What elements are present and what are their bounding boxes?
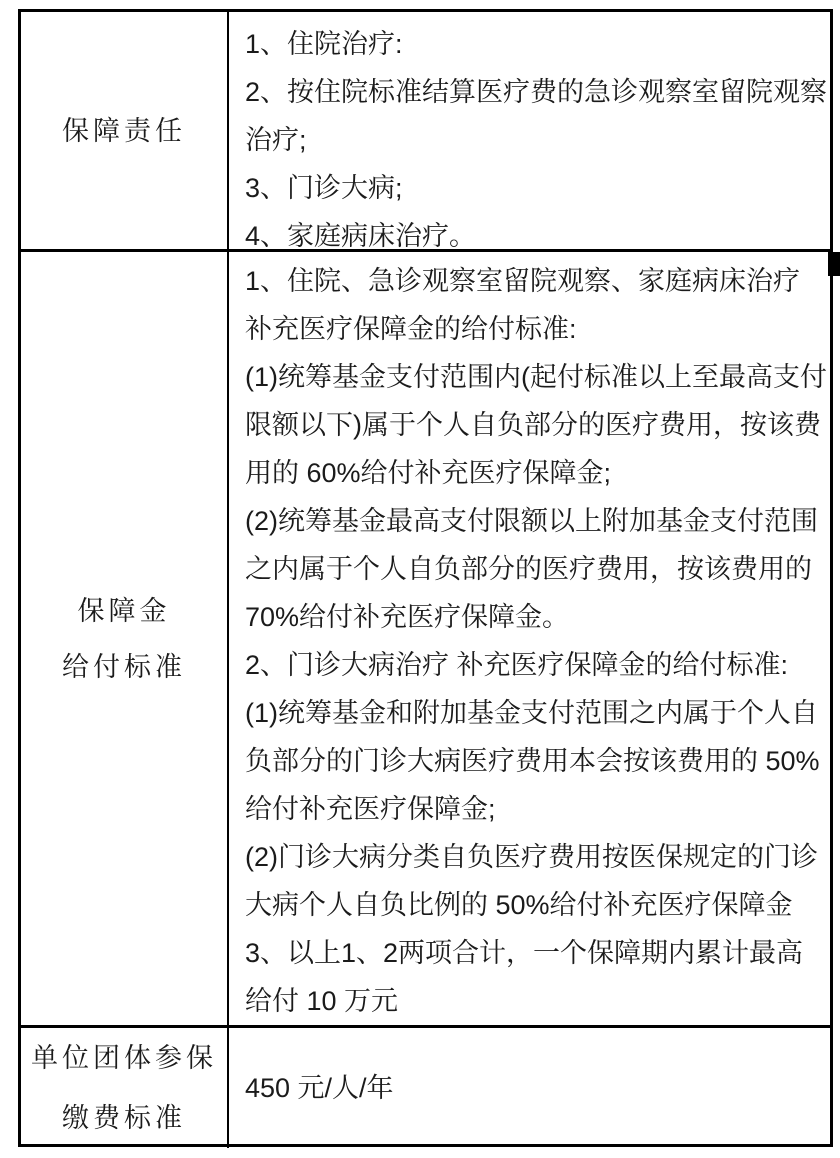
- table-row-group-premium: [21, 1028, 830, 1148]
- scan-artifact-mark: [828, 252, 840, 276]
- premium-value: 450 元/人/年: [245, 1073, 394, 1103]
- standard-item-2-sub-1: (1)统筹基金和附加基金支付范围之内属于个人自负部分的门诊大病医疗费用本会按该费用的 50%给付补充医疗保障金;: [245, 698, 820, 824]
- row-header-text-line-2: 缴费标准: [62, 1103, 186, 1133]
- row-header-cell-group-premium: [21, 1028, 229, 1148]
- table-row-coverage-liability: [21, 12, 830, 252]
- standard-item-1-sub-2: (2)统筹基金最高支付限额以上附加基金支付范围之内属于个人自负部分的医疗费用，按该费用的 70%给付补充医疗保障金。: [245, 506, 818, 632]
- coverage-item-3: 3、门诊大病;: [245, 173, 403, 203]
- coverage-item-1: 1、住院治疗:: [245, 29, 403, 59]
- standard-item-1-sub-1: (1)统筹基金支付范围内(起付标准以上至最高支付限额以下)属于个人自负部分的医疗费用，按该费用的 60%给付补充医疗保障金;: [245, 362, 827, 488]
- table-row-payment-standard: [21, 252, 830, 1028]
- standard-item-2-sub-2: (2)门诊大病分类自负医疗费用按医保规定的门诊大病个人自负比例的 50%给付补充医疗保障金: [245, 842, 818, 920]
- insurance-benefits-table: [18, 9, 833, 1147]
- row-header-text-line-2: 给付标准: [62, 651, 186, 682]
- row-header-cell-coverage: [21, 12, 229, 249]
- coverage-item-4: 4、家庭病床治疗。: [245, 221, 477, 249]
- row-header-text-line-1: 单位团体参保: [31, 1043, 217, 1073]
- row-content-cell-group-premium: [229, 1028, 830, 1148]
- standard-item-3: 3、以上1、2两项合计，一个保障期内累计最高给付 10 万元: [245, 938, 804, 1016]
- row-content-cell-payment-standard: [229, 252, 830, 1025]
- row-header-text-line-1: 保障金: [77, 595, 171, 626]
- row-header-cell-payment-standard: [21, 252, 229, 1025]
- standard-item-2: 2、门诊大病治疗 补充医疗保障金的给付标准:: [245, 650, 789, 680]
- row-header-text: 保障责任: [62, 115, 186, 146]
- coverage-item-2: 2、按住院标准结算医疗费的急诊观察室留院观察治疗;: [245, 77, 828, 155]
- row-content-cell-coverage: [229, 12, 830, 249]
- standard-item-1: 1、住院、急诊观察室留院观察、家庭病床治疗 补充医疗保障金的给付标准:: [245, 266, 801, 344]
